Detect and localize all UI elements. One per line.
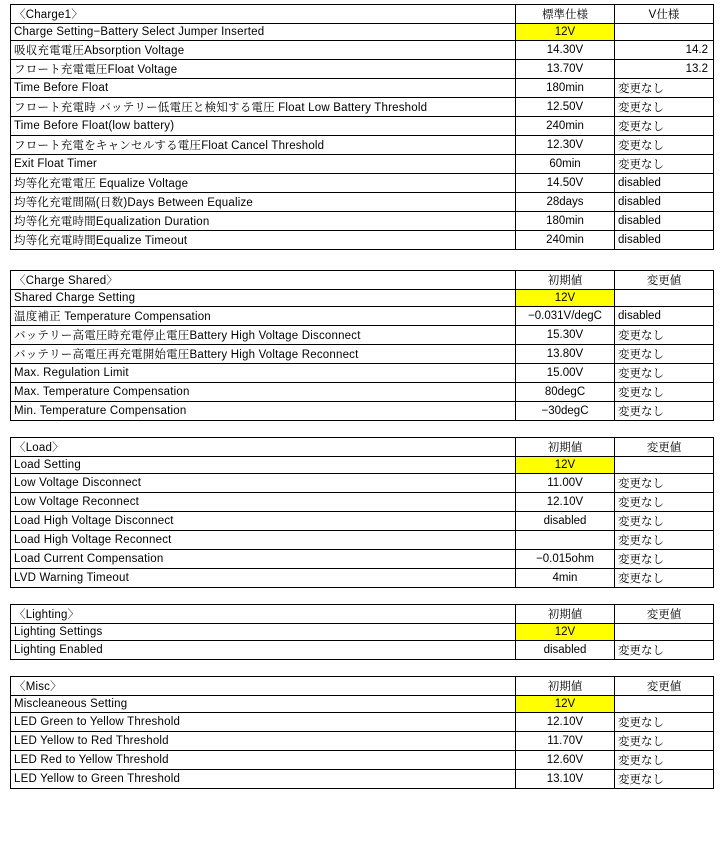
row-label: 均等化充電電圧 Equalize Voltage bbox=[11, 174, 516, 193]
row-label: Time Before Float(low battery) bbox=[11, 117, 516, 136]
section-table-charge-shared bbox=[10, 270, 714, 421]
table-row bbox=[11, 290, 714, 307]
column-header-default: 初期値 bbox=[516, 677, 615, 696]
row-value-secondary bbox=[615, 24, 714, 41]
row-label: LED Yellow to Green Threshold bbox=[11, 770, 516, 789]
column-header-default: 初期値 bbox=[516, 605, 615, 624]
column-header-default: 初期値 bbox=[516, 271, 615, 290]
column-header-variant: V仕様 bbox=[615, 5, 714, 24]
row-value-secondary: 変更なし bbox=[615, 713, 714, 732]
row-value-secondary: 変更なし bbox=[615, 550, 714, 569]
row-value-secondary bbox=[615, 290, 714, 307]
row-value-primary: 240min bbox=[516, 117, 615, 136]
row-label: LVD Warning Timeout bbox=[11, 569, 516, 588]
section-table-charge1 bbox=[10, 4, 714, 250]
table-row bbox=[11, 474, 714, 493]
row-label: Max. Temperature Compensation bbox=[11, 383, 516, 402]
table-row bbox=[11, 326, 714, 345]
row-value-primary: 12.10V bbox=[516, 493, 615, 512]
row-label: 温度補正 Temperature Compensation bbox=[11, 307, 516, 326]
table-row bbox=[11, 751, 714, 770]
row-value-secondary: 変更なし bbox=[615, 79, 714, 98]
row-value-primary: 13.10V bbox=[516, 770, 615, 789]
section-title: 〈Misc〉 bbox=[11, 677, 516, 696]
table-row bbox=[11, 550, 714, 569]
row-label: Shared Charge Setting bbox=[11, 290, 516, 307]
row-label: LED Red to Yellow Threshold bbox=[11, 751, 516, 770]
row-value-primary: 12V bbox=[516, 24, 615, 41]
row-value-secondary: 変更なし bbox=[615, 770, 714, 789]
row-value-secondary: 変更なし bbox=[615, 364, 714, 383]
row-value-secondary: disabled bbox=[615, 193, 714, 212]
row-value-primary: 240min bbox=[516, 231, 615, 250]
table-row bbox=[11, 770, 714, 789]
row-label: Load Setting bbox=[11, 457, 516, 474]
row-value-primary: 4min bbox=[516, 569, 615, 588]
row-value-primary: 13.80V bbox=[516, 345, 615, 364]
row-value-primary: 80degC bbox=[516, 383, 615, 402]
row-value-primary: 60min bbox=[516, 155, 615, 174]
column-header-changed: 変更値 bbox=[615, 438, 714, 457]
row-label: 均等化充電時間Equalize Timeout bbox=[11, 231, 516, 250]
section-spacer bbox=[10, 421, 714, 437]
section-table-load bbox=[10, 437, 714, 588]
row-value-primary: 12.50V bbox=[516, 98, 615, 117]
row-value-secondary: 13.2 bbox=[615, 60, 714, 79]
row-label: フロート充電をキャンセルする電圧Float Cancel Threshold bbox=[11, 136, 516, 155]
row-value-secondary: 変更なし bbox=[615, 531, 714, 550]
row-label: LED Green to Yellow Threshold bbox=[11, 713, 516, 732]
row-value-primary: 180min bbox=[516, 79, 615, 98]
row-value-primary: 15.30V bbox=[516, 326, 615, 345]
section-header-row bbox=[11, 438, 714, 457]
table-row bbox=[11, 231, 714, 250]
row-value-secondary: 変更なし bbox=[615, 751, 714, 770]
row-value-primary: 11.00V bbox=[516, 474, 615, 493]
table-row bbox=[11, 345, 714, 364]
section-table-misc bbox=[10, 676, 714, 789]
column-header-changed: 変更値 bbox=[615, 677, 714, 696]
row-label: Exit Float Timer bbox=[11, 155, 516, 174]
row-value-secondary: 14.2 bbox=[615, 41, 714, 60]
row-value-primary: disabled bbox=[516, 512, 615, 531]
table-row bbox=[11, 624, 714, 641]
table-row bbox=[11, 60, 714, 79]
row-value-primary: −0.015ohm bbox=[516, 550, 615, 569]
row-value-secondary: 変更なし bbox=[615, 732, 714, 751]
row-value-primary: 13.70V bbox=[516, 60, 615, 79]
row-label: バッテリー高電圧時充電停止電圧Battery High Voltage Disconnect bbox=[11, 326, 516, 345]
row-value-secondary: 変更なし bbox=[615, 383, 714, 402]
row-value-secondary: disabled bbox=[615, 231, 714, 250]
row-label: Load Current Compensation bbox=[11, 550, 516, 569]
row-value-primary: 28days bbox=[516, 193, 615, 212]
row-value-primary: 12V bbox=[516, 290, 615, 307]
row-value-primary: 12V bbox=[516, 624, 615, 641]
table-row bbox=[11, 98, 714, 117]
row-label: Low Voltage Reconnect bbox=[11, 493, 516, 512]
table-row bbox=[11, 493, 714, 512]
row-value-primary: 14.30V bbox=[516, 41, 615, 60]
row-value-primary bbox=[516, 531, 615, 550]
row-label: フロート充電電圧Float Voltage bbox=[11, 60, 516, 79]
table-row bbox=[11, 117, 714, 136]
row-value-secondary: 変更なし bbox=[615, 512, 714, 531]
section-table-lighting bbox=[10, 604, 714, 660]
row-value-secondary: disabled bbox=[615, 307, 714, 326]
row-label: 均等化充電間隔(日数)Days Between Equalize bbox=[11, 193, 516, 212]
row-label: バッテリー高電圧再充電開始電圧Battery High Voltage Reconnect bbox=[11, 345, 516, 364]
section-spacer bbox=[10, 588, 714, 604]
row-label: 均等化充電時間Equalization Duration bbox=[11, 212, 516, 231]
section-title: 〈Lighting〉 bbox=[11, 605, 516, 624]
row-value-secondary: 変更なし bbox=[615, 326, 714, 345]
row-value-primary: 14.50V bbox=[516, 174, 615, 193]
section-header-row bbox=[11, 5, 714, 24]
row-label: Charge Setting−Battery Select Jumper Inserted bbox=[11, 24, 516, 41]
row-label: Time Before Float bbox=[11, 79, 516, 98]
row-value-secondary: 変更なし bbox=[615, 117, 714, 136]
table-row bbox=[11, 212, 714, 231]
row-value-primary: 11.70V bbox=[516, 732, 615, 751]
row-label: Low Voltage Disconnect bbox=[11, 474, 516, 493]
section-spacer bbox=[10, 660, 714, 676]
row-value-primary: −30degC bbox=[516, 402, 615, 421]
section-title: 〈Charge1〉 bbox=[11, 5, 516, 24]
table-row bbox=[11, 569, 714, 588]
row-value-primary: 12.10V bbox=[516, 713, 615, 732]
row-label: Load High Voltage Disconnect bbox=[11, 512, 516, 531]
row-label: Lighting Settings bbox=[11, 624, 516, 641]
table-row bbox=[11, 155, 714, 174]
row-value-secondary bbox=[615, 457, 714, 474]
table-row bbox=[11, 136, 714, 155]
table-row bbox=[11, 402, 714, 421]
row-value-primary: 12V bbox=[516, 696, 615, 713]
table-row bbox=[11, 457, 714, 474]
section-header-row bbox=[11, 605, 714, 624]
row-value-primary: disabled bbox=[516, 641, 615, 660]
row-label: Lighting Enabled bbox=[11, 641, 516, 660]
table-row bbox=[11, 531, 714, 550]
row-value-secondary: 変更なし bbox=[615, 493, 714, 512]
table-row bbox=[11, 641, 714, 660]
row-label: フロート充電時 バッテリー低電圧と検知する電圧 Float Low Battery Threshold bbox=[11, 98, 516, 117]
table-row bbox=[11, 696, 714, 713]
row-label: Miscleaneous Setting bbox=[11, 696, 516, 713]
section-header-row bbox=[11, 677, 714, 696]
row-value-secondary: 変更なし bbox=[615, 569, 714, 588]
row-value-secondary: 変更なし bbox=[615, 641, 714, 660]
row-label: 吸収充電電圧Absorption Voltage bbox=[11, 41, 516, 60]
column-header-changed: 変更値 bbox=[615, 605, 714, 624]
table-row bbox=[11, 24, 714, 41]
table-row bbox=[11, 193, 714, 212]
row-value-primary: 12.30V bbox=[516, 136, 615, 155]
column-header-standard: 標準仕様 bbox=[516, 5, 615, 24]
row-value-secondary: disabled bbox=[615, 174, 714, 193]
row-value-secondary bbox=[615, 696, 714, 713]
table-row bbox=[11, 732, 714, 751]
section-header-row bbox=[11, 271, 714, 290]
row-value-secondary: 変更なし bbox=[615, 136, 714, 155]
row-value-secondary: 変更なし bbox=[615, 155, 714, 174]
row-label: Min. Temperature Compensation bbox=[11, 402, 516, 421]
section-title: 〈Charge Shared〉 bbox=[11, 271, 516, 290]
row-value-primary: −0.031V/degC bbox=[516, 307, 615, 326]
table-row bbox=[11, 383, 714, 402]
table-row bbox=[11, 174, 714, 193]
table-row bbox=[11, 512, 714, 531]
row-value-secondary: 変更なし bbox=[615, 474, 714, 493]
row-value-secondary: 変更なし bbox=[615, 402, 714, 421]
section-title: 〈Load〉 bbox=[11, 438, 516, 457]
row-value-primary: 180min bbox=[516, 212, 615, 231]
row-value-primary: 12.60V bbox=[516, 751, 615, 770]
row-label: Max. Regulation Limit bbox=[11, 364, 516, 383]
table-row bbox=[11, 364, 714, 383]
table-row bbox=[11, 41, 714, 60]
column-header-default: 初期値 bbox=[516, 438, 615, 457]
table-row bbox=[11, 307, 714, 326]
section-spacer bbox=[10, 250, 714, 270]
row-value-primary: 15.00V bbox=[516, 364, 615, 383]
row-value-secondary: disabled bbox=[615, 212, 714, 231]
table-row bbox=[11, 713, 714, 732]
row-value-secondary: 変更なし bbox=[615, 98, 714, 117]
row-label: LED Yellow to Red Threshold bbox=[11, 732, 516, 751]
row-label: Load High Voltage Reconnect bbox=[11, 531, 516, 550]
table-row bbox=[11, 79, 714, 98]
column-header-changed: 変更値 bbox=[615, 271, 714, 290]
row-value-primary: 12V bbox=[516, 457, 615, 474]
row-value-secondary bbox=[615, 624, 714, 641]
row-value-secondary: 変更なし bbox=[615, 345, 714, 364]
